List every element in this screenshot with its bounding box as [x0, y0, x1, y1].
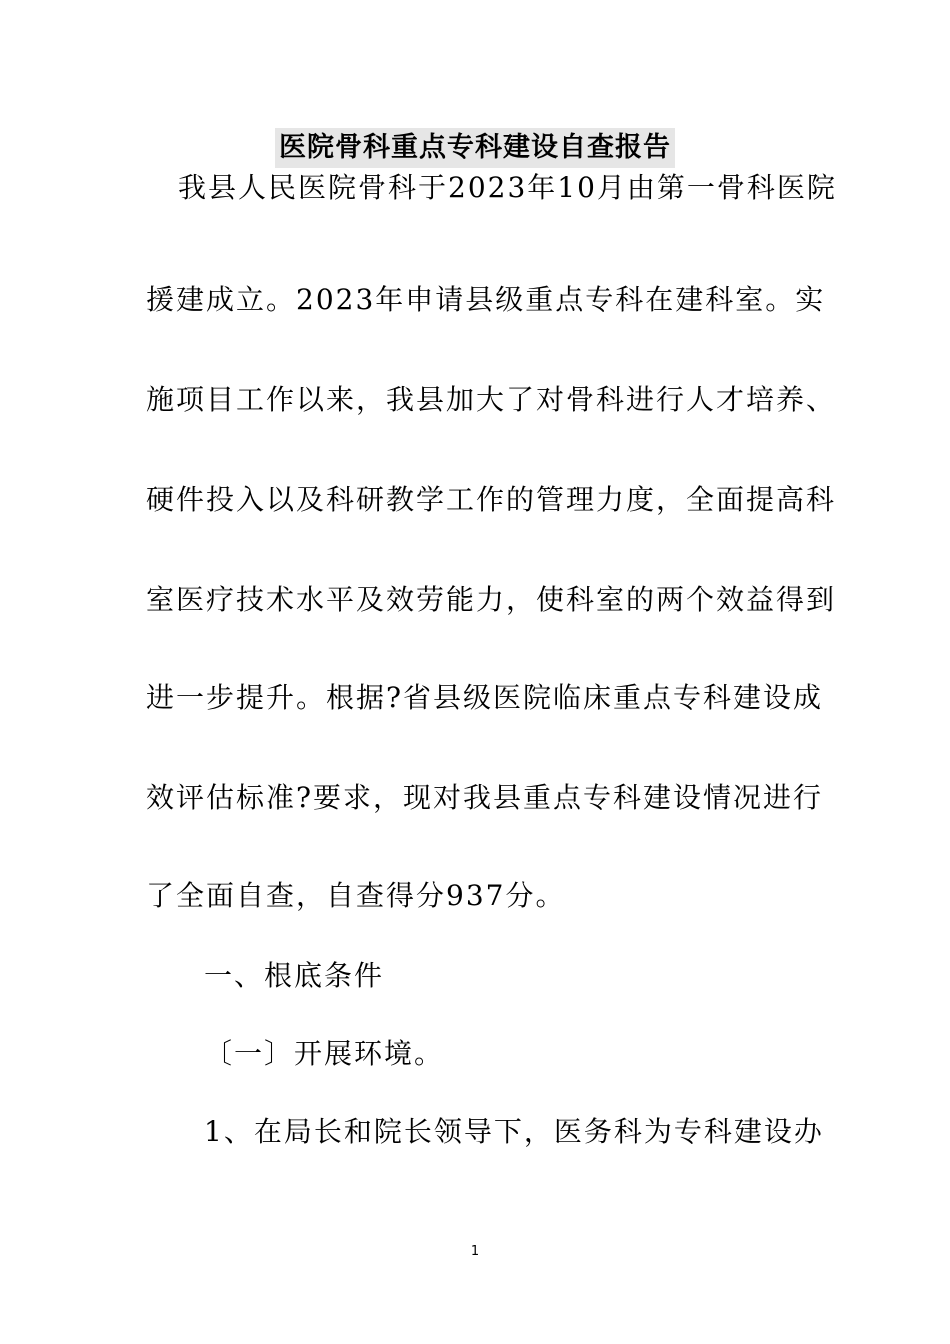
subsection-heading: 〔一〕开展环境。 — [204, 1037, 445, 1070]
paragraph-line: 进一步提升。根据?省县级医院临床重点专科建设成 — [146, 681, 824, 714]
document-title — [0, 128, 950, 168]
section-heading: 一、根底条件 — [204, 959, 385, 992]
paragraph-line: 援建成立。2023年申请县级重点专科在建科室。实 — [146, 283, 826, 316]
document-title-text: 医院骨科重点专科建设自查报告 — [275, 128, 675, 168]
paragraph-line: 室医疗技术水平及效劳能力，使科室的两个效益得到 — [146, 583, 837, 616]
paragraph-line: 施项目工作以来，我县加大了对骨科进行人才培养、 — [146, 383, 837, 416]
paragraph-line: 了全面自查，自查得分937分。 — [146, 879, 566, 912]
paragraph-line: 硬件投入以及科研教学工作的管理力度，全面提高科 — [146, 483, 837, 516]
page-number: 1 — [470, 1244, 480, 1259]
paragraph-line: 效评估标准?要求，现对我县重点专科建设情况进行 — [146, 781, 824, 814]
paragraph-line: 我县人民医院骨科于2023年10月由第一骨科医院 — [178, 171, 837, 204]
paragraph-line: 1、在局长和院长领导下，医务科为专科建设办 — [204, 1115, 824, 1148]
